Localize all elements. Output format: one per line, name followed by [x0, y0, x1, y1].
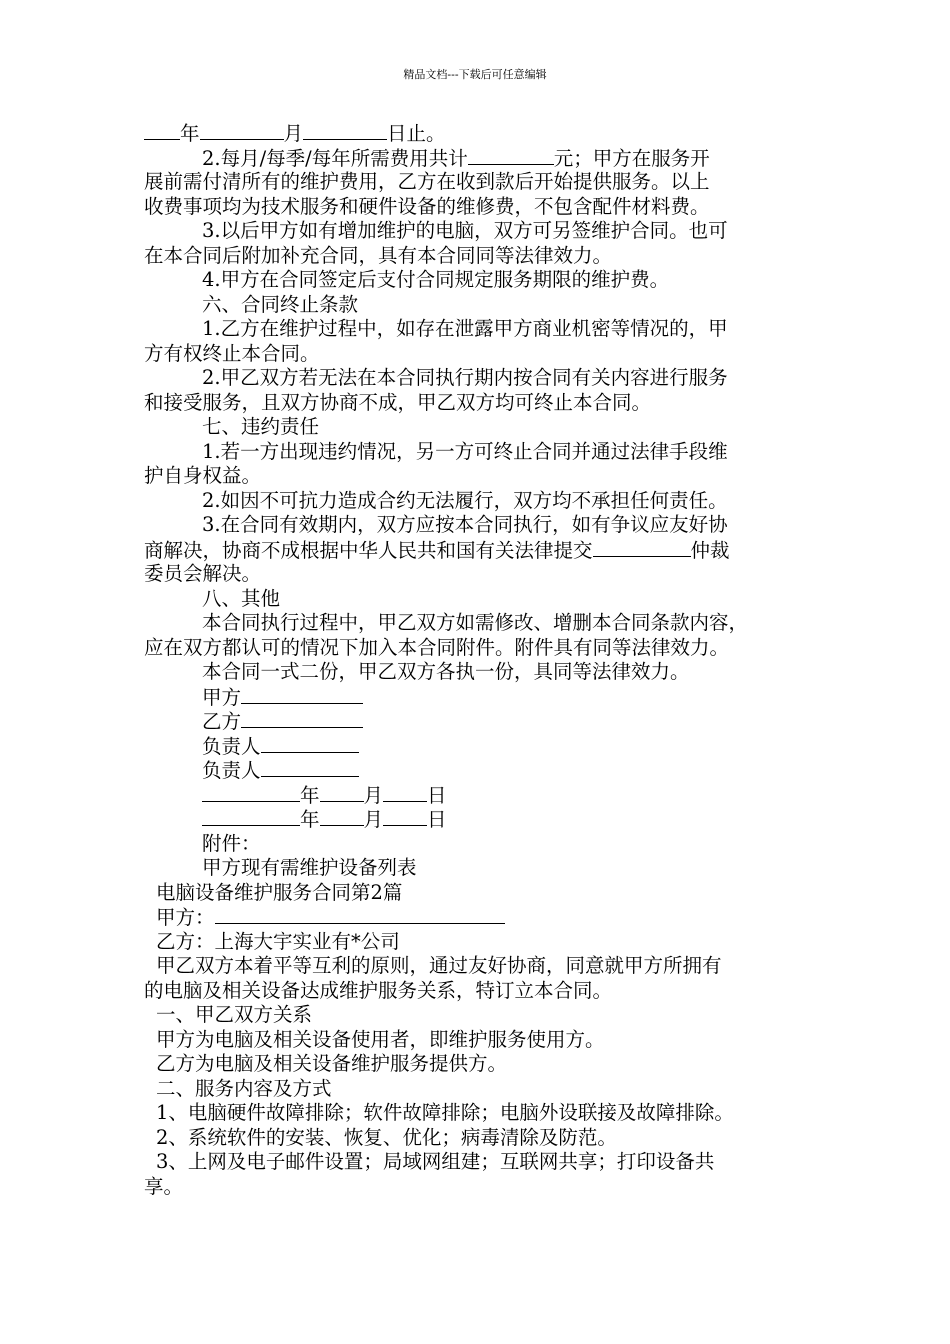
text-run: 八、其他 — [202, 586, 281, 610]
text-run: 本合同执行过程中，甲乙双方如需修改、增删本合同条款内容， — [202, 611, 749, 634]
blank-underline — [202, 783, 300, 802]
text-line — [144, 268, 816, 293]
text-line — [144, 1077, 816, 1102]
blank-underline — [241, 685, 363, 704]
text-run: 日止。 — [387, 122, 446, 145]
text-run: 乙方为电脑及相关设备维护服务提供方。 — [156, 1052, 508, 1075]
text-run: 年 — [180, 122, 200, 145]
text-run: 2.如因不可抗力造成合约无法履行，双方均不承担任何责任。 — [202, 488, 728, 512]
text-line — [144, 954, 816, 979]
text-line — [144, 783, 816, 808]
blank-underline — [200, 121, 284, 140]
text-run: 日 — [427, 808, 447, 831]
text-line — [144, 807, 816, 832]
blank-underline — [383, 783, 427, 802]
text-line — [144, 513, 816, 538]
text-run: 二、服务内容及方式 — [156, 1076, 332, 1100]
text-run: 负责人 — [202, 734, 261, 758]
blank-underline — [383, 807, 427, 826]
text-run: 乙方 — [202, 710, 242, 733]
blank-underline — [215, 905, 505, 924]
text-line — [144, 342, 816, 367]
text-line — [144, 856, 816, 881]
text-line — [144, 293, 816, 318]
blank-underline — [144, 121, 180, 140]
text-run: 附件： — [202, 831, 261, 855]
page-header: 精品文档---下载后可任意编辑 — [403, 68, 547, 81]
text-line — [144, 464, 816, 489]
text-line — [144, 489, 816, 514]
text-run: 甲乙双方本着平等互利的原则，通过友好协商，同意就甲方所拥有 — [156, 954, 722, 977]
text-run: 和接受服务，且双方协商不成，甲乙双方均可终止本合同。 — [144, 390, 652, 414]
text-line — [144, 587, 816, 612]
text-run: 3.以后甲方如有增加维护的电脑，双方可另签维护合同。也可 — [202, 219, 728, 242]
document-body — [144, 121, 816, 1199]
text-line — [144, 881, 816, 906]
text-run: 1.乙方在维护过程中，如存在泄露甲方商业机密等情况的，甲 — [202, 317, 728, 340]
text-line — [144, 611, 816, 636]
text-run: 甲方为电脑及相关设备使用者，即维护服务使用方。 — [156, 1027, 605, 1051]
text-run: 1、电脑硬件故障排除；软件故障排除；电脑外设联接及故障排除。 — [156, 1101, 734, 1124]
text-line — [144, 930, 816, 955]
text-run: 收费事项均为技术服务和硬件设备的维修费，不包含配件材料费。 — [144, 194, 710, 218]
text-run: 甲方现有需维护设备列表 — [202, 856, 417, 879]
text-run: 日 — [427, 783, 447, 807]
blank-underline — [593, 538, 691, 557]
text-run: 年 — [300, 808, 320, 831]
text-run: 本合同一式二份，甲乙双方各执一份，具同等法律效力。 — [202, 660, 690, 683]
text-run: 应在双方都认可的情况下加入本合同附件。附件具有同等法律效力。 — [144, 635, 730, 659]
text-run: 六、合同终止条款 — [202, 292, 359, 316]
text-line — [144, 1150, 816, 1175]
blank-underline — [261, 734, 359, 753]
text-line — [144, 758, 816, 783]
text-line — [144, 391, 816, 416]
text-line — [144, 538, 816, 563]
text-line — [144, 979, 816, 1004]
text-line — [144, 440, 816, 465]
text-run: 月 — [363, 783, 384, 807]
text-line — [144, 660, 816, 685]
text-line — [144, 146, 816, 171]
text-run: 乙方：上海大宇实业有*公司 — [156, 929, 400, 953]
text-line — [144, 195, 816, 220]
text-line — [144, 636, 816, 661]
text-run: 1.若一方出现违约情况，另一方可终止合同并通过法律手段维 — [202, 439, 728, 463]
text-line — [144, 1126, 816, 1151]
text-run: 电脑设备维护服务合同第2篇 — [156, 880, 403, 904]
text-run: 在本合同后附加补充合同，具有本合同同等法律效力。 — [144, 243, 613, 267]
text-run: 甲方 — [202, 685, 242, 709]
blank-underline — [261, 758, 359, 777]
text-line — [144, 832, 816, 857]
text-run: 一、甲乙双方关系 — [156, 1003, 313, 1026]
text-run: 2.每月/每季/每年所需费用共计 — [202, 146, 468, 170]
text-run: 3.在合同有效期内，双方应按本合同执行，如有争议应友好协 — [202, 513, 728, 536]
text-run: 元；甲方在服务开 — [553, 146, 710, 170]
text-run: 月 — [283, 122, 304, 145]
text-run: 2.甲乙双方若无法在本合同执行期内按合同有关内容进行服务 — [202, 366, 728, 389]
text-line — [144, 1028, 816, 1053]
text-line — [144, 1003, 816, 1028]
text-run: 仲裁 — [690, 538, 730, 562]
blank-underline — [241, 709, 363, 728]
blank-underline — [320, 783, 364, 802]
text-line — [144, 366, 816, 391]
text-line — [144, 1101, 816, 1126]
text-run: 方有权终止本合同。 — [144, 341, 320, 365]
text-run: 商解决，协商不成根据中华人民共和国有关法律提交 — [144, 538, 593, 562]
text-run: 年 — [300, 783, 320, 807]
text-run: 享。 — [144, 1174, 184, 1198]
text-line — [144, 415, 816, 440]
text-line — [144, 905, 816, 930]
text-run: 2、系统软件的安装、恢复、优化；病毒清除及防范。 — [156, 1125, 617, 1149]
text-line — [144, 1052, 816, 1077]
text-line — [144, 244, 816, 269]
text-run: 负责人 — [202, 759, 261, 782]
text-run: 的电脑及相关设备达成维护服务关系，特订立本合同。 — [144, 978, 613, 1002]
text-line — [144, 1175, 816, 1200]
text-line — [144, 219, 816, 244]
text-run: 4.甲方在合同签定后支付合同规定服务期限的维护费。 — [202, 268, 670, 291]
text-line — [144, 709, 816, 734]
text-line — [144, 121, 816, 146]
text-line — [144, 170, 816, 195]
blank-underline — [468, 146, 554, 165]
text-run: 月 — [363, 808, 384, 831]
blank-underline — [202, 807, 300, 826]
text-line — [144, 317, 816, 342]
text-run: 甲方： — [156, 906, 215, 929]
text-line — [144, 562, 816, 587]
text-run: 护自身权益。 — [144, 464, 262, 487]
text-run: 委员会解决。 — [144, 562, 262, 585]
text-run: 展前需付清所有的维护费用，乙方在收到款后开始提供服务。以上 — [144, 170, 710, 193]
text-line — [144, 734, 816, 759]
blank-underline — [303, 121, 387, 140]
blank-underline — [320, 807, 364, 826]
text-line — [144, 685, 816, 710]
text-run: 七、违约责任 — [202, 415, 320, 438]
text-run: 3、上网及电子邮件设置；局域网组建；互联网共享；打印设备共 — [156, 1150, 715, 1173]
